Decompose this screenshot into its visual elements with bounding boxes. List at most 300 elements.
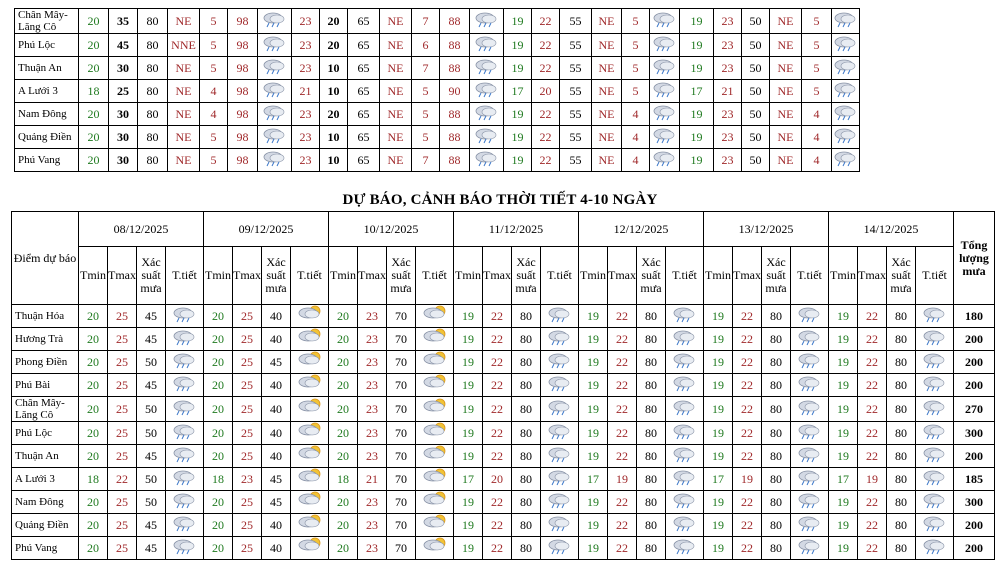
sun-cloud-icon xyxy=(297,328,323,350)
tmax: 20 xyxy=(532,80,560,103)
tmin: 18 xyxy=(329,468,358,491)
tmax: 23 xyxy=(292,126,320,149)
rain-probability: 98 xyxy=(228,57,258,80)
weather-icon xyxy=(832,126,860,149)
tmax: 22 xyxy=(858,514,887,537)
tmax: 23 xyxy=(292,34,320,57)
weather-icon xyxy=(541,445,579,468)
rain-probability: 80 xyxy=(887,351,916,374)
weather-icon xyxy=(541,328,579,351)
wind-level: 5 xyxy=(802,80,832,103)
tmin: 20 xyxy=(329,374,358,397)
sun-cloud-icon xyxy=(297,514,323,536)
weather-icon xyxy=(791,328,829,351)
wind-level: 5 xyxy=(622,57,650,80)
wind-level: 4 xyxy=(622,103,650,126)
weather-icon xyxy=(258,9,292,34)
tmin: 20 xyxy=(204,514,233,537)
weather-header: T.tiết xyxy=(916,247,954,305)
tmax: 25 xyxy=(108,305,137,328)
rain-probability: 50 xyxy=(137,468,166,491)
tmax: 22 xyxy=(483,397,512,422)
weather-icon xyxy=(541,537,579,560)
wind-level: 4 xyxy=(802,149,832,172)
weather-icon xyxy=(791,537,829,560)
tmax: 23 xyxy=(358,397,387,422)
tmax: 23 xyxy=(358,305,387,328)
tmin: 17 xyxy=(680,80,714,103)
rain-cloud-icon xyxy=(797,468,823,490)
rain-cloud-icon xyxy=(547,514,573,536)
wind-direction: NE xyxy=(168,126,200,149)
tmax: 22 xyxy=(858,537,887,560)
tmin: 19 xyxy=(680,34,714,57)
weather-icon xyxy=(666,305,704,328)
rain-probability: 80 xyxy=(512,374,541,397)
weather-icon xyxy=(470,103,504,126)
weather-icon xyxy=(666,537,704,560)
tmin: 19 xyxy=(579,397,608,422)
tmin: 19 xyxy=(454,397,483,422)
sun-cloud-icon xyxy=(297,422,323,444)
weather-icon xyxy=(541,491,579,514)
sun-cloud-icon xyxy=(422,305,448,327)
tmax: 25 xyxy=(108,445,137,468)
humidity: 65 xyxy=(348,80,380,103)
wind-level: 5 xyxy=(802,57,832,80)
rain-probability: 45 xyxy=(137,328,166,351)
weather-icon xyxy=(541,422,579,445)
weather-icon xyxy=(916,537,954,560)
humidity: 65 xyxy=(348,9,380,34)
tmin: 19 xyxy=(829,305,858,328)
humidity: 55 xyxy=(560,149,592,172)
tmin-header: Tmin xyxy=(704,247,733,305)
tmax: 21 xyxy=(714,80,742,103)
tmax: 25 xyxy=(108,374,137,397)
tmin: 20 xyxy=(329,397,358,422)
tmax: 25 xyxy=(233,374,262,397)
rain-cloud-icon xyxy=(833,80,859,102)
weather-icon xyxy=(470,57,504,80)
weather-icon xyxy=(166,537,204,560)
rain-cloud-icon xyxy=(833,57,859,79)
rain-probability: 80 xyxy=(762,514,791,537)
sun-cloud-icon xyxy=(422,374,448,396)
tmin: 20 xyxy=(329,491,358,514)
rain-cloud-icon xyxy=(474,34,500,56)
rain-probability: 98 xyxy=(228,34,258,57)
rain-probability: 45 xyxy=(137,537,166,560)
date-header: 14/12/2025 xyxy=(829,212,954,247)
tmax-header: Tmax xyxy=(858,247,887,305)
weather-icon xyxy=(166,328,204,351)
sun-cloud-icon xyxy=(422,537,448,559)
rain-probability: 45 xyxy=(262,491,291,514)
rain-probability: 80 xyxy=(762,445,791,468)
rain-probability: 80 xyxy=(887,397,916,422)
wind-direction: NE xyxy=(380,103,412,126)
wind-gust: 30 xyxy=(109,126,138,149)
tmax: 22 xyxy=(733,491,762,514)
wind-direction: NE xyxy=(380,126,412,149)
rain-cloud-icon xyxy=(172,514,198,536)
rain-probability-header: Xác suất mưa xyxy=(512,247,541,305)
tmin: 20 xyxy=(204,445,233,468)
wind-direction: NE xyxy=(592,57,622,80)
rain-probability: 40 xyxy=(262,422,291,445)
wind-gust: 10 xyxy=(320,57,348,80)
rain-cloud-icon xyxy=(652,34,678,56)
wind-direction: NE xyxy=(592,9,622,34)
sun-cloud-icon xyxy=(422,445,448,467)
date-header: 13/12/2025 xyxy=(704,212,829,247)
rain-cloud-icon xyxy=(672,351,698,373)
rain-probability: 98 xyxy=(228,9,258,34)
weather-icon xyxy=(650,126,680,149)
tmax: 25 xyxy=(108,422,137,445)
weather-icon xyxy=(832,9,860,34)
tmax: 23 xyxy=(358,491,387,514)
rain-cloud-icon xyxy=(833,149,859,171)
rain-probability: 80 xyxy=(762,491,791,514)
rain-cloud-icon xyxy=(672,491,698,513)
tmin: 19 xyxy=(829,422,858,445)
weather-icon xyxy=(832,149,860,172)
sun-cloud-icon xyxy=(297,351,323,373)
sun-cloud-icon xyxy=(297,445,323,467)
sun-cloud-icon xyxy=(297,305,323,327)
rain-cloud-icon xyxy=(652,57,678,79)
weather-icon xyxy=(791,397,829,422)
weather-icon xyxy=(291,351,329,374)
wind-direction: NE xyxy=(380,34,412,57)
sun-cloud-icon xyxy=(422,328,448,350)
weather-icon xyxy=(291,514,329,537)
tmin: 19 xyxy=(829,445,858,468)
wind-gust: 30 xyxy=(109,103,138,126)
tmin: 20 xyxy=(329,351,358,374)
weather-icon xyxy=(791,351,829,374)
humidity: 80 xyxy=(138,57,168,80)
rain-cloud-icon xyxy=(922,305,948,327)
wind-level: 4 xyxy=(200,80,228,103)
wind-direction: NE xyxy=(770,34,802,57)
weather-icon xyxy=(916,445,954,468)
tmax: 22 xyxy=(608,397,637,422)
rain-probability: 70 xyxy=(387,491,416,514)
rain-cloud-icon xyxy=(922,422,948,444)
wind-gust: 20 xyxy=(320,9,348,34)
weather-icon xyxy=(791,374,829,397)
tmax: 22 xyxy=(608,422,637,445)
tmin: 19 xyxy=(829,537,858,560)
station-name: Phú Vang xyxy=(15,149,79,172)
rain-cloud-icon xyxy=(547,374,573,396)
rain-cloud-icon xyxy=(652,80,678,102)
tmax: 22 xyxy=(483,374,512,397)
tmin: 18 xyxy=(79,80,109,103)
rain-cloud-icon xyxy=(672,514,698,536)
rain-cloud-icon xyxy=(922,514,948,536)
total-rain: 185 xyxy=(954,468,995,491)
rain-cloud-icon xyxy=(797,328,823,350)
tmax: 22 xyxy=(858,351,887,374)
wind-gust: 35 xyxy=(109,9,138,34)
rain-probability: 70 xyxy=(387,445,416,468)
wind-direction: NE xyxy=(770,9,802,34)
weather-icon xyxy=(791,422,829,445)
rain-probability: 80 xyxy=(512,305,541,328)
rain-cloud-icon xyxy=(474,10,500,32)
rain-cloud-icon xyxy=(797,445,823,467)
rain-probability: 50 xyxy=(137,422,166,445)
rain-cloud-icon xyxy=(172,374,198,396)
sun-cloud-icon xyxy=(297,468,323,490)
tmin: 19 xyxy=(579,537,608,560)
weather-icon xyxy=(916,397,954,422)
wind-direction: NE xyxy=(592,34,622,57)
rain-cloud-icon xyxy=(797,491,823,513)
rain-probability: 80 xyxy=(637,468,666,491)
rain-probability: 40 xyxy=(262,374,291,397)
tmax: 22 xyxy=(608,514,637,537)
weather-icon xyxy=(650,103,680,126)
rain-cloud-icon xyxy=(652,126,678,148)
total-rain: 200 xyxy=(954,374,995,397)
total-rain: 300 xyxy=(954,491,995,514)
tmin: 19 xyxy=(704,422,733,445)
weather-icon xyxy=(470,149,504,172)
rain-probability: 88 xyxy=(440,103,470,126)
tmin: 20 xyxy=(329,537,358,560)
wind-direction: NE xyxy=(168,57,200,80)
wind-direction: NE xyxy=(770,80,802,103)
weather-icon xyxy=(541,374,579,397)
humidity: 80 xyxy=(138,34,168,57)
table-row xyxy=(12,491,995,514)
wind-level: 7 xyxy=(412,57,440,80)
rain-cloud-icon xyxy=(474,80,500,102)
tmax: 22 xyxy=(733,305,762,328)
weather-icon xyxy=(166,422,204,445)
weather-icon xyxy=(416,397,454,422)
wind-level: 5 xyxy=(412,126,440,149)
date-header: 10/12/2025 xyxy=(329,212,454,247)
tmax: 22 xyxy=(532,9,560,34)
rain-probability: 80 xyxy=(512,351,541,374)
rain-cloud-icon xyxy=(547,422,573,444)
wind-level: 5 xyxy=(802,9,832,34)
tmax: 22 xyxy=(483,537,512,560)
rain-probability: 45 xyxy=(262,351,291,374)
tmax: 22 xyxy=(733,514,762,537)
rain-probability-header: Xác suất mưa xyxy=(637,247,666,305)
humidity: 50 xyxy=(742,34,770,57)
sun-cloud-icon xyxy=(297,537,323,559)
weather-icon xyxy=(416,537,454,560)
weather-icon xyxy=(666,351,704,374)
wind-direction: NE xyxy=(592,149,622,172)
tmax: 22 xyxy=(608,491,637,514)
station-name: Phú Bài xyxy=(12,374,79,397)
rain-cloud-icon xyxy=(797,351,823,373)
wind-level: 7 xyxy=(412,9,440,34)
weather-icon xyxy=(470,9,504,34)
rain-probability: 80 xyxy=(887,305,916,328)
wind-gust: 30 xyxy=(109,149,138,172)
weather-icon xyxy=(291,491,329,514)
rain-cloud-icon xyxy=(922,537,948,559)
rain-cloud-icon xyxy=(797,374,823,396)
weather-icon xyxy=(470,34,504,57)
weather-icon xyxy=(650,149,680,172)
rain-cloud-icon xyxy=(474,57,500,79)
tmin: 19 xyxy=(829,397,858,422)
tmin: 20 xyxy=(79,374,108,397)
rain-cloud-icon xyxy=(922,468,948,490)
sun-cloud-icon xyxy=(422,468,448,490)
weather-icon xyxy=(666,491,704,514)
rain-probability: 80 xyxy=(512,422,541,445)
tmin: 19 xyxy=(829,351,858,374)
rain-probability: 98 xyxy=(228,126,258,149)
tmax: 23 xyxy=(358,374,387,397)
humidity: 55 xyxy=(560,57,592,80)
wind-direction: NE xyxy=(592,126,622,149)
table-row xyxy=(12,397,995,422)
tmax-header: Tmax xyxy=(108,247,137,305)
table-row xyxy=(12,351,995,374)
rain-cloud-icon xyxy=(922,351,948,373)
tmin: 19 xyxy=(454,305,483,328)
tmin: 20 xyxy=(204,351,233,374)
wind-gust: 10 xyxy=(320,80,348,103)
rain-probability: 88 xyxy=(440,9,470,34)
station-name: Phú Lộc xyxy=(12,422,79,445)
tmax: 23 xyxy=(358,514,387,537)
weather-icon xyxy=(916,305,954,328)
rain-cloud-icon xyxy=(172,468,198,490)
tmax: 22 xyxy=(532,103,560,126)
tmin: 20 xyxy=(329,514,358,537)
rain-probability: 80 xyxy=(762,422,791,445)
table-row xyxy=(12,468,995,491)
tmin-header: Tmin xyxy=(454,247,483,305)
weather-icon xyxy=(416,374,454,397)
weather-icon xyxy=(666,422,704,445)
weather-header: T.tiết xyxy=(666,247,704,305)
weather-icon xyxy=(791,491,829,514)
station-name: Nam Đông xyxy=(12,491,79,514)
tmax: 23 xyxy=(714,149,742,172)
weather-icon xyxy=(166,491,204,514)
wind-gust: 20 xyxy=(320,34,348,57)
rain-cloud-icon xyxy=(547,398,573,420)
rain-cloud-icon xyxy=(797,514,823,536)
tmax: 19 xyxy=(858,468,887,491)
table-row xyxy=(15,9,890,34)
rain-cloud-icon xyxy=(672,328,698,350)
tmin: 20 xyxy=(329,305,358,328)
rain-cloud-icon xyxy=(672,537,698,559)
station-name: Thuận Hóa xyxy=(12,305,79,328)
tmin-header: Tmin xyxy=(79,247,108,305)
tmin: 20 xyxy=(329,328,358,351)
tmin: 19 xyxy=(704,445,733,468)
sun-cloud-icon xyxy=(297,398,323,420)
rain-probability: 70 xyxy=(387,468,416,491)
weather-icon xyxy=(916,491,954,514)
tmin: 20 xyxy=(79,149,109,172)
weather-icon xyxy=(416,468,454,491)
tmax: 22 xyxy=(483,514,512,537)
tmin-header: Tmin xyxy=(579,247,608,305)
rain-cloud-icon xyxy=(262,126,288,148)
rain-cloud-icon xyxy=(172,351,198,373)
rain-cloud-icon xyxy=(672,422,698,444)
tmax: 25 xyxy=(233,422,262,445)
rain-cloud-icon xyxy=(262,103,288,125)
rain-cloud-icon xyxy=(833,34,859,56)
weather-icon xyxy=(832,34,860,57)
weather-header: T.tiết xyxy=(166,247,204,305)
tmin: 20 xyxy=(329,445,358,468)
tmin: 19 xyxy=(454,351,483,374)
rain-cloud-icon xyxy=(672,445,698,467)
rain-probability: 80 xyxy=(887,445,916,468)
rain-probability: 98 xyxy=(228,149,258,172)
station-name: A Lưới 3 xyxy=(15,80,79,103)
weather-icon xyxy=(258,34,292,57)
tmax: 25 xyxy=(233,491,262,514)
weather-icon xyxy=(166,305,204,328)
tmin: 19 xyxy=(704,328,733,351)
rain-probability: 80 xyxy=(762,374,791,397)
tmax: 22 xyxy=(483,491,512,514)
tmin: 19 xyxy=(829,514,858,537)
rain-probability: 80 xyxy=(637,305,666,328)
table-row xyxy=(12,305,995,328)
wind-level: 7 xyxy=(412,149,440,172)
tmax: 22 xyxy=(733,351,762,374)
tmax: 22 xyxy=(532,34,560,57)
rain-probability: 80 xyxy=(762,351,791,374)
tmin: 19 xyxy=(504,57,532,80)
tmin: 20 xyxy=(204,491,233,514)
weather-header: T.tiết xyxy=(791,247,829,305)
wind-level: 5 xyxy=(200,57,228,80)
total-rain: 270 xyxy=(954,397,995,422)
humidity: 80 xyxy=(138,126,168,149)
tmax: 23 xyxy=(292,103,320,126)
rain-probability: 70 xyxy=(387,397,416,422)
tmin: 19 xyxy=(454,514,483,537)
tmax: 25 xyxy=(233,351,262,374)
table-row xyxy=(15,57,890,80)
weather-icon xyxy=(470,80,504,103)
tmin: 20 xyxy=(79,514,108,537)
weather-icon xyxy=(258,126,292,149)
weather-icon xyxy=(650,34,680,57)
tmin-header: Tmin xyxy=(204,247,233,305)
station-name: Thuận An xyxy=(12,445,79,468)
weather-icon xyxy=(166,514,204,537)
tmin: 19 xyxy=(704,305,733,328)
wind-direction: NE xyxy=(380,149,412,172)
rain-cloud-icon xyxy=(672,374,698,396)
wind-level: 5 xyxy=(622,80,650,103)
